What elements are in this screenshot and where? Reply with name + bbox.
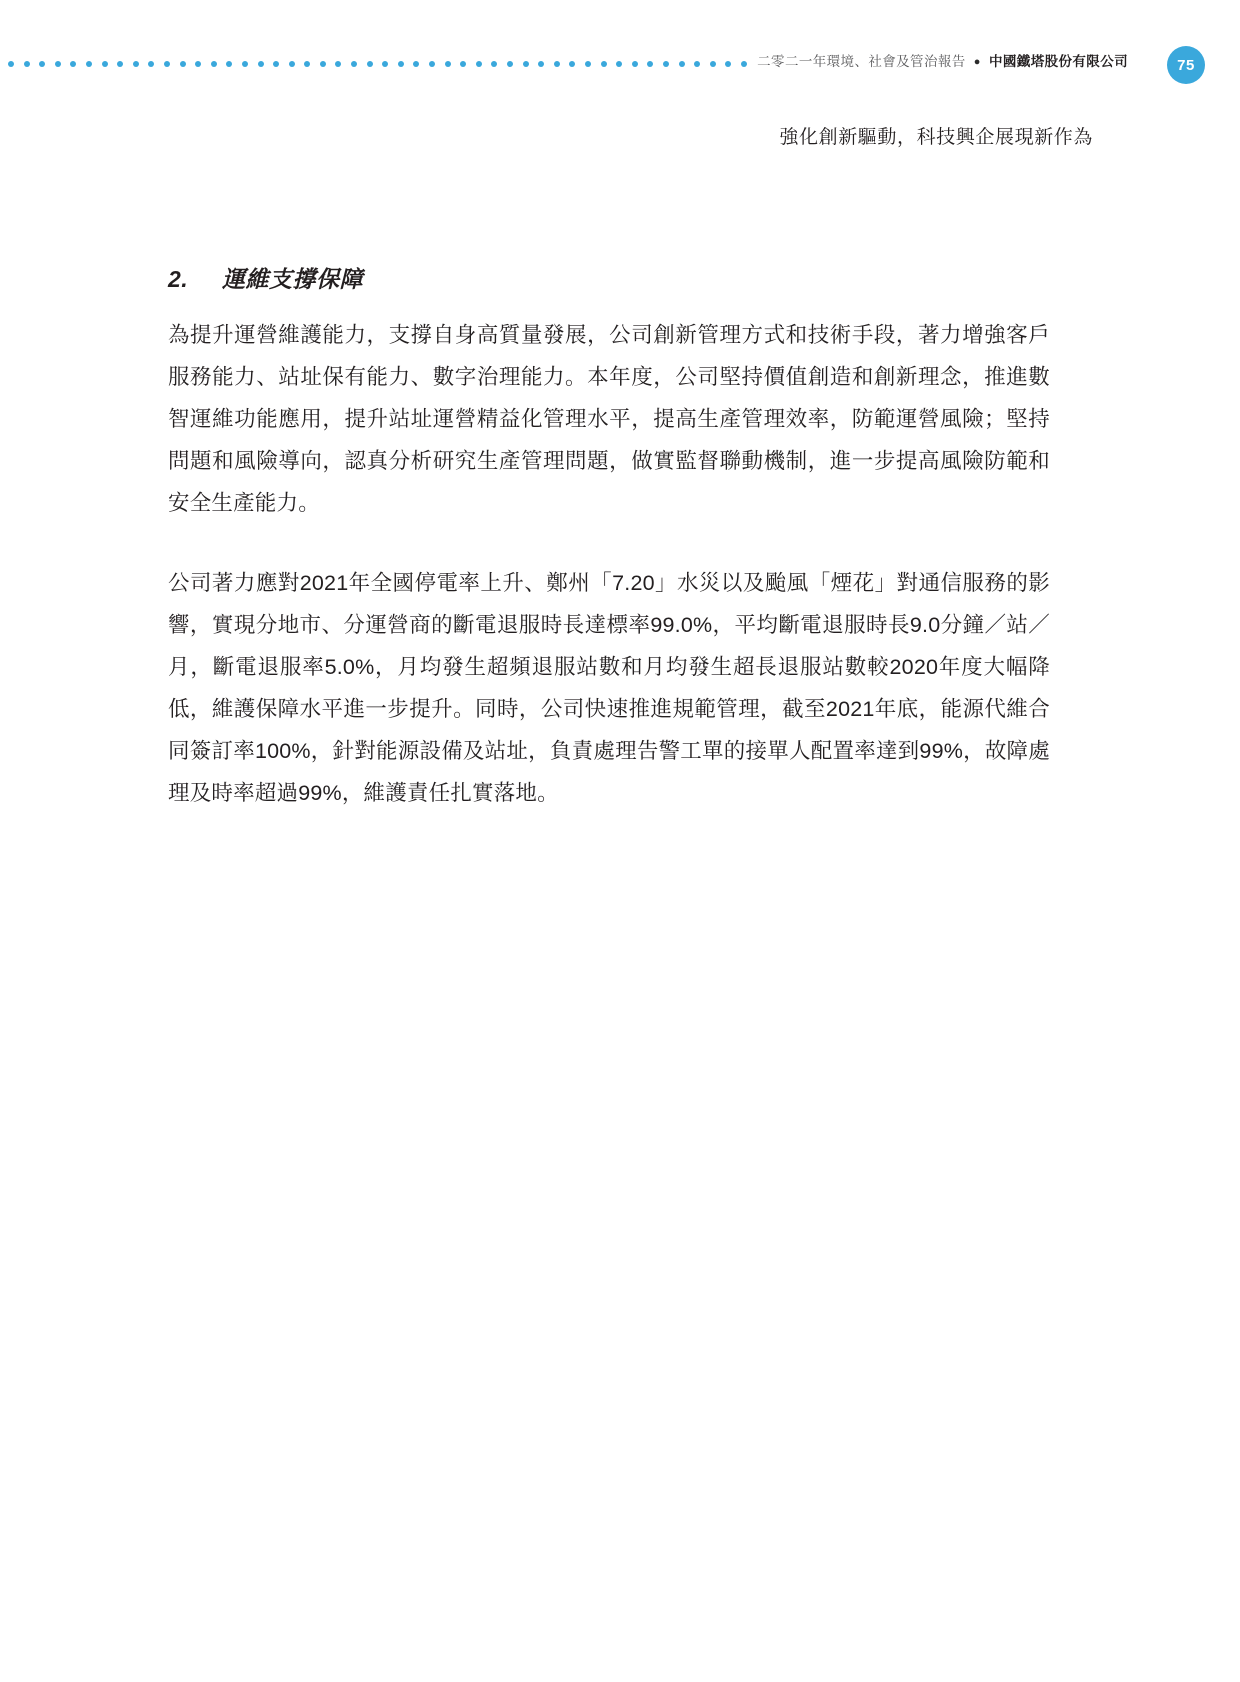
rule-dot xyxy=(335,61,341,67)
rule-dot xyxy=(538,61,544,67)
rule-dot xyxy=(8,61,14,67)
rule-dot xyxy=(569,61,575,67)
header-report-title: 二零二一年環境、社會及管治報告 xyxy=(757,54,966,69)
rule-dot xyxy=(445,61,451,67)
rule-dot xyxy=(289,61,295,67)
paragraph: 為提升運營維護能力，支撐自身高質量發展，公司創新管理方式和技術手段，著力增強客戶服務能力、站址保有能力、數字治理能力。本年度，公司堅持價值創造和創新理念，推進數智運維功能應用，提升站址運營精益化管理水平，提高生產管理效率，防範運營風險；堅持問題和風險導向，認真分析研究生產管理問題，做實監督聯動機制，進一步提高風險防範和安全生產能力。 xyxy=(168,323,1050,515)
rule-dot xyxy=(180,61,186,67)
rule-dot xyxy=(663,61,669,67)
rule-dot xyxy=(460,61,466,67)
section-title: 運維支撐保障 xyxy=(222,266,363,292)
rule-dot xyxy=(86,61,92,67)
rule-dot xyxy=(523,61,529,67)
rule-dot xyxy=(616,61,622,67)
rule-dot xyxy=(351,61,357,67)
rule-dot xyxy=(24,61,30,67)
rule-dot xyxy=(679,61,685,67)
rule-dot xyxy=(413,61,419,67)
document-body xyxy=(168,262,1050,814)
rule-dot xyxy=(273,61,279,67)
rule-dot xyxy=(148,61,154,67)
paragraph: 公司著力應對2021年全國停電率上升、鄭州「7.20」水災以及颱風「煙花」對通信服務的影響，實現分地市、分運營商的斷電退服時長達標率99.0%，平均斷電退服時長9.0分鐘／站／月，斷電退服率5.0%，月均發生超頻退服站數和月均發生超長退服站數較2020年度大幅降低，維護保障水平進一步提升。同時，公司快速推進規範管理，截至2021年底，能源代維合同簽訂率100%，針對能源設備及站址，負責處理告警工單的接單人配置率達到99%，故障處理及時率超過99%，維護責任扎實落地。 xyxy=(168,571,1050,805)
rule-dot xyxy=(70,61,76,67)
rule-dot xyxy=(133,61,139,67)
rule-dot xyxy=(258,61,264,67)
rule-dot xyxy=(429,61,435,67)
rule-dot xyxy=(226,61,232,67)
rule-dot xyxy=(211,61,217,67)
rule-dot xyxy=(320,61,326,67)
rule-dot xyxy=(164,61,170,67)
header-company-name: 中國鐵塔股份有限公司 xyxy=(989,54,1128,69)
page-number-badge: 75 xyxy=(1167,46,1205,84)
rule-dot xyxy=(632,61,638,67)
rule-dot xyxy=(741,61,747,67)
rule-dot xyxy=(304,61,310,67)
rule-dot xyxy=(195,61,201,67)
page-header xyxy=(0,46,1240,82)
rule-dot xyxy=(710,61,716,67)
rule-dot xyxy=(647,61,653,67)
rule-dot xyxy=(39,61,45,67)
section-heading xyxy=(168,262,1050,296)
rule-dot xyxy=(102,61,108,67)
rule-dot xyxy=(382,61,388,67)
rule-dot xyxy=(367,61,373,67)
rule-dot xyxy=(694,61,700,67)
header-report-info xyxy=(757,52,1128,72)
rule-dot xyxy=(55,61,61,67)
rule-dot xyxy=(491,61,497,67)
rule-dot xyxy=(476,61,482,67)
rule-dot xyxy=(725,61,731,67)
header-separator-dot-icon: ● xyxy=(973,56,981,68)
dotted-rule-decoration xyxy=(8,61,648,67)
rule-dot xyxy=(242,61,248,67)
rule-dot xyxy=(601,61,607,67)
section-number: 2. xyxy=(168,266,189,292)
rule-dot xyxy=(507,61,513,67)
rule-dot xyxy=(398,61,404,67)
rule-dot xyxy=(554,61,560,67)
rule-dot xyxy=(117,61,123,67)
running-chapter-title: 強化創新驅動，科技興企展現新作為 xyxy=(779,127,1093,148)
rule-dot xyxy=(585,61,591,67)
